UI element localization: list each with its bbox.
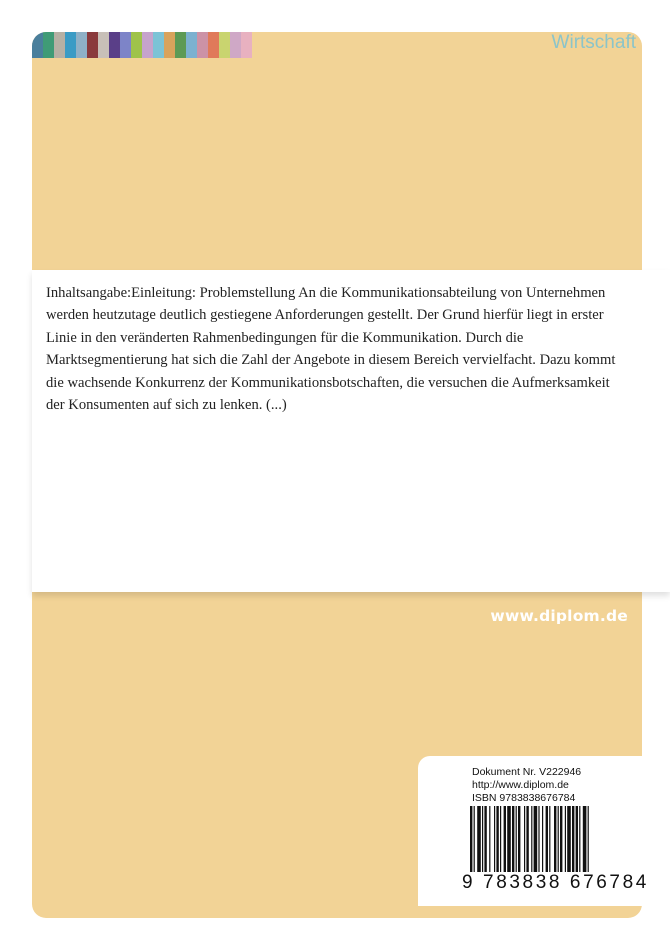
barcode-bar (477, 806, 481, 872)
color-stripe (153, 32, 164, 58)
barcode-bar (576, 806, 578, 872)
barcode-bar (512, 806, 514, 872)
color-stripe (54, 32, 65, 58)
barcode-bar (549, 806, 550, 872)
barcode-bar (500, 806, 501, 872)
barcode-bar (579, 806, 580, 872)
document-number: Dokument Nr. V222946 (472, 766, 582, 778)
barcode-bar (538, 806, 539, 872)
barcode-bar (526, 806, 528, 872)
barcode-bar (565, 806, 566, 872)
barcode-bar (484, 806, 486, 872)
barcode-bar (531, 806, 532, 872)
barcode-bar (534, 806, 538, 872)
color-stripe (32, 32, 43, 58)
barcode-bar (524, 806, 525, 872)
barcode-bar (542, 806, 543, 872)
isbn-label: ISBN 9783838676784 (472, 792, 576, 804)
color-stripe (164, 32, 175, 58)
color-stripe (65, 32, 76, 58)
color-stripe (76, 32, 87, 58)
color-stripe (98, 32, 109, 58)
barcode-bar (560, 806, 562, 872)
color-stripe (197, 32, 208, 58)
barcode-panel (418, 756, 649, 906)
color-stripe (87, 32, 98, 58)
barcode-bar (546, 806, 548, 872)
barcode-bar (489, 806, 490, 872)
color-stripe (131, 32, 142, 58)
barcode-bar (470, 806, 472, 872)
document-meta (472, 766, 581, 805)
barcode-bar (494, 806, 495, 872)
barcode-bar (516, 806, 517, 872)
website-url[interactable]: www.diplom.de (490, 607, 628, 625)
document-url[interactable]: http://www.diplom.de (472, 779, 569, 791)
color-stripe (142, 32, 153, 58)
barcode-bar (558, 806, 559, 872)
barcode-bar (583, 806, 587, 872)
barcode-image (470, 806, 622, 872)
color-stripe (109, 32, 120, 58)
color-stripe (120, 32, 131, 58)
barcode-bar (474, 806, 475, 872)
abstract-text: Inhaltsangabe:Einleitung: Problemstellung An die Kommunikationsabteilung von Unternehmen werden heutzutage deutlich gestiegene Anforderungen gestellt. Der Grund hierfür liegt in erster Linie in den veränderten Rahmenbedingungen für die Kommunikation. Durch die Marktsegmentierung hat sich die Zahl der Angebote in diesem Bereich vervielfacht. Dazu kommt die wachsende Konkurrenz der Kommunikationsbotschaften, die versuchen die Aufmerksamkeit der Konsumenten auf sich zu lenken. (...) (46, 285, 616, 414)
barcode-bar (496, 806, 498, 872)
color-stripe (219, 32, 230, 58)
color-stripes (32, 32, 252, 58)
barcode-bar (588, 806, 589, 872)
color-stripe (43, 32, 54, 58)
barcode-digits: 9 783838 676784 (462, 872, 649, 893)
barcode-bar (518, 806, 520, 872)
color-stripe (175, 32, 186, 58)
barcode-bar (507, 806, 511, 872)
category-label: Wirtschaft (551, 32, 636, 53)
barcode-bar (572, 806, 574, 872)
color-stripe (208, 32, 219, 58)
color-stripe (241, 32, 252, 58)
color-stripe (230, 32, 241, 58)
color-stripe (186, 32, 197, 58)
barcode-bar (554, 806, 556, 872)
barcode-bar (482, 806, 483, 872)
barcode-bar (567, 806, 571, 872)
barcode-bar (504, 806, 506, 872)
